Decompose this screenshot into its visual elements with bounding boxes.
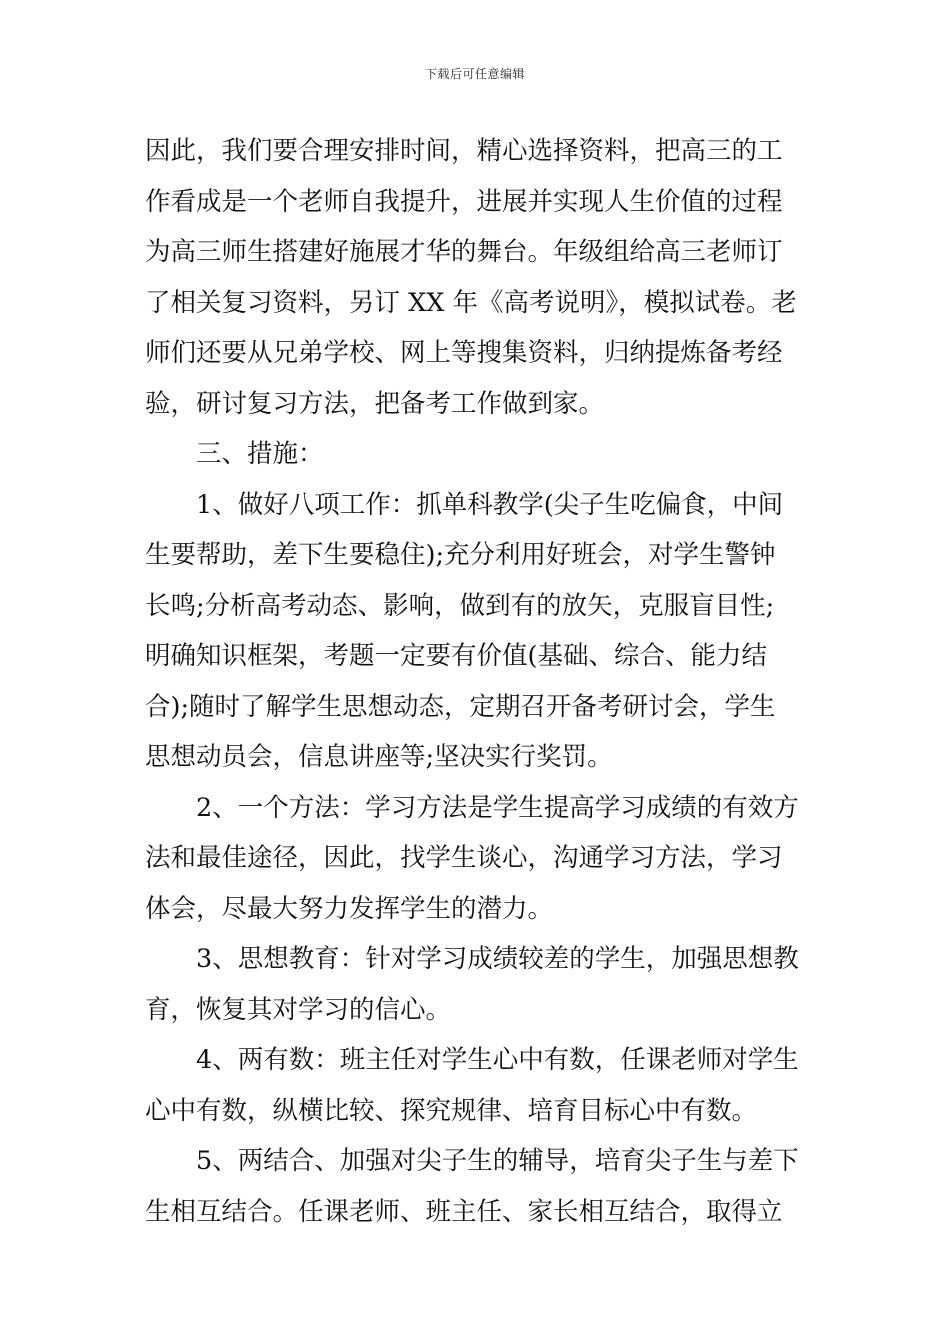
paragraph-item-5 bbox=[145, 1136, 805, 1237]
text-line: 4、两有数：班主任对学生心中有数，任课老师对学生 bbox=[145, 1045, 799, 1075]
page-header-note: 下载后可任意编辑 bbox=[424, 67, 525, 81]
text-line: 育，恢复其对学习的信心。 bbox=[145, 994, 452, 1025]
text-line: 明确知识框架，考题一定要有价值(基础、综合、能力结 bbox=[145, 641, 767, 671]
text-line: 思想动员会，信息讲座等;坚决实行奖罚。 bbox=[145, 742, 613, 772]
text-line: 生要帮助，差下生要稳住);充分利用好班会，对学生警钟 bbox=[145, 540, 776, 570]
text-line: 3、思想教育：针对学习成绩较差的学生，加强思想教 bbox=[145, 944, 799, 974]
text-line: 合);随时了解学生思想动态，定期召开备考研讨会，学生 bbox=[145, 691, 776, 722]
text-line: 验，研讨复习方法，把备考工作做到家。 bbox=[145, 388, 605, 419]
text-line: 心中有数，纵横比较、探究规律、培育目标心中有数。 bbox=[145, 1095, 758, 1126]
text-line: 了相关复习资料，另订 XX 年《高考说明》，模拟试卷。老 bbox=[145, 287, 797, 318]
text-line: 5、两结合、加强对尖子生的辅导，培育尖子生与差下 bbox=[145, 1146, 799, 1176]
text-line: 因此，我们要合理安排时间，精心选择资料，把高三的工 bbox=[145, 136, 783, 166]
document-body bbox=[145, 126, 805, 1237]
text-line: 为高三师生搭建好施展才华的舞台。年级组给高三老师订 bbox=[145, 237, 783, 267]
paragraph-item-3 bbox=[145, 934, 805, 1035]
text-line: 1、做好八项工作：抓单科教学(尖子生吃偏食，中间 bbox=[145, 489, 784, 520]
text-line: 法和最佳途径，因此，找学生谈心，沟通学习方法，学习 bbox=[145, 843, 783, 873]
paragraph-intro bbox=[145, 126, 805, 429]
text-line: 长鸣;分析高考动态、影响，做到有的放矢，克服盲目性; bbox=[145, 590, 775, 621]
paragraph-item-1 bbox=[145, 480, 805, 783]
text-line: 三、措施： bbox=[145, 439, 324, 469]
text-line: 作看成是一个老师自我提升，进展并实现人生价值的过程 bbox=[145, 186, 783, 217]
text-line: 体会，尽最大努力发挥学生的潜力。 bbox=[145, 893, 554, 924]
text-line: 2、一个方法：学习方法是学生提高学习成绩的有效方 bbox=[145, 792, 799, 823]
paragraph-item-2 bbox=[145, 783, 805, 935]
text-line: 生相互结合。任课老师、班主任、家长相互结合，取得立 bbox=[145, 1196, 783, 1227]
paragraph-item-4 bbox=[145, 1035, 805, 1136]
text-line: 师们还要从兄弟学校、网上等搜集资料，归纳提炼备考经 bbox=[145, 338, 783, 368]
section-heading-measures bbox=[145, 429, 805, 480]
